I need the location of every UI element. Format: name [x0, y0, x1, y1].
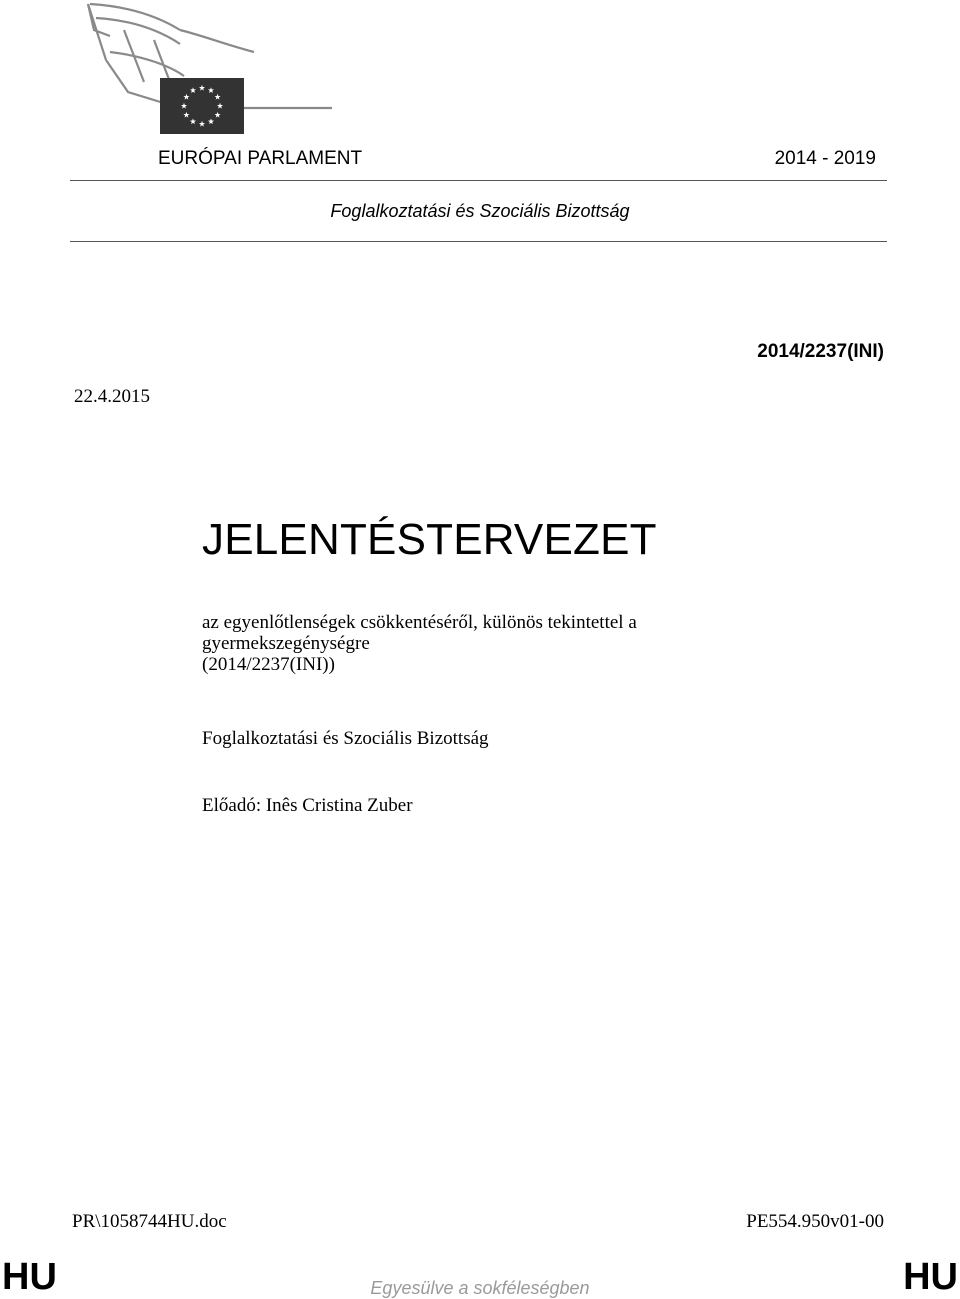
document-type-title: JELENTÉSTERVEZET — [202, 515, 657, 564]
procedure-reference: 2014/2237(INI) — [757, 341, 884, 362]
subject-line: (2014/2237(INI)) — [202, 654, 335, 675]
header-divider-lower — [70, 241, 887, 242]
document-date: 22.4.2015 — [74, 386, 150, 407]
responsible-committee: Foglalkoztatási és Szociális Bizottság — [202, 728, 489, 749]
file-reference: PR\1058744HU.doc — [72, 1211, 227, 1232]
subject-line: az egyenlőtlenségek csökkentéséről, különös tekintettel a — [202, 612, 637, 633]
subject-line: gyermekszegénységre — [202, 633, 370, 654]
header-divider — [70, 180, 887, 181]
european-parliament-logo — [84, 0, 336, 140]
eu-motto: Egyesülve a sokféleségben — [370, 1278, 590, 1298]
committee-header: Foglalkoztatási és Szociális Bizottság — [330, 201, 630, 221]
parliamentary-term: 2014 - 2019 — [774, 148, 876, 169]
pe-reference: PE554.950v01-00 — [746, 1211, 884, 1232]
language-code-left: HU — [2, 1256, 57, 1298]
institution-name: EURÓPAI PARLAMENT — [158, 148, 363, 169]
rapporteur: Előadó: Inês Cristina Zuber — [202, 795, 413, 816]
document-subject — [202, 612, 637, 675]
language-code-right: HU — [903, 1256, 958, 1298]
